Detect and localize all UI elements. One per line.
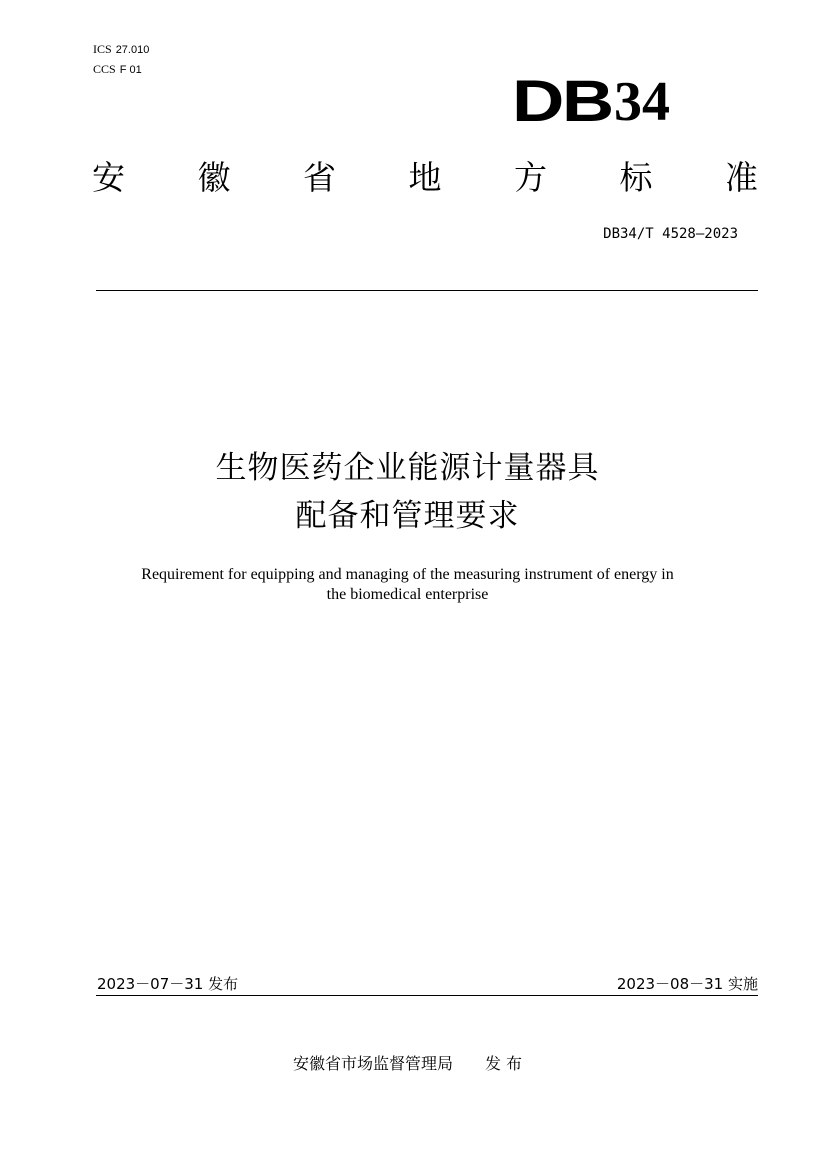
standard-type-char: 标 — [619, 158, 653, 197]
implementation-date: 2023－08－31 实施 — [616, 975, 758, 993]
ics-classification — [93, 41, 149, 58]
standard-type-char: 安 — [92, 158, 125, 197]
standard-number: DB34/T 4528—2023 — [603, 226, 738, 242]
standard-type-char: 省 — [303, 158, 336, 197]
standard-type-char: 徽 — [197, 158, 231, 197]
issue-date: 2023－07－31 发布 — [97, 975, 239, 993]
publisher-line — [0, 1053, 815, 1075]
db34-logo — [512, 69, 702, 134]
bottom-divider — [96, 995, 758, 996]
ics-label: ICS — [93, 42, 112, 56]
publisher-action: 发 布 — [484, 1054, 523, 1073]
logo-prefix: DB — [512, 69, 612, 134]
chinese-title-line-2: 配备和管理要求 — [295, 498, 520, 534]
ics-code: 27.010 — [115, 44, 150, 56]
standard-type-char: 地 — [408, 158, 442, 197]
standard-type-heading — [92, 158, 758, 198]
logo-number: 34 — [614, 71, 670, 133]
chinese-title-line-1: 生物医药企业能源计量器具 — [215, 450, 600, 486]
ccs-label: CCS — [93, 62, 116, 76]
ccs-classification — [93, 61, 142, 78]
ccs-code: F 01 — [119, 64, 142, 76]
publisher-name: 安徽省市场监督管理局 — [292, 1054, 453, 1073]
standard-type-char: 方 — [514, 158, 547, 197]
standard-type-char: 准 — [725, 158, 758, 197]
english-title-line-2: the biomedical enterprise — [326, 586, 489, 603]
english-title-line-1: Requirement for equipping and managing of the measuring instrument of energy in — [141, 566, 674, 583]
top-divider — [96, 290, 758, 291]
english-title — [60, 565, 755, 605]
chinese-title — [60, 444, 755, 540]
